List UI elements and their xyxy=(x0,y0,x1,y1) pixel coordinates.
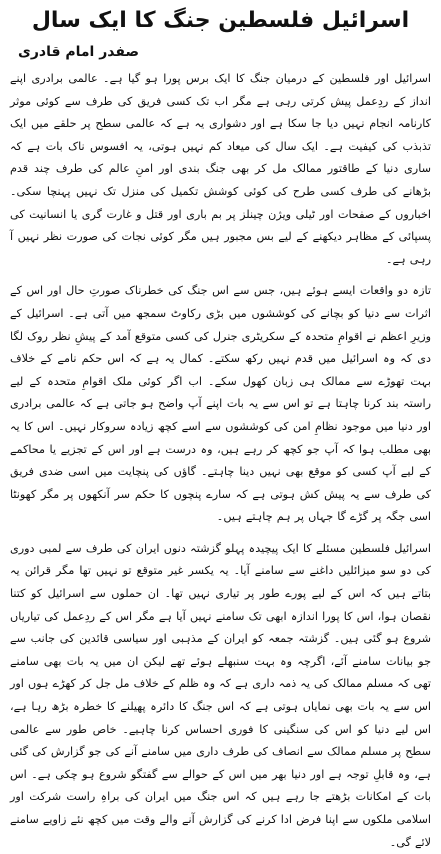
article-paragraph-3: اسرائیل فلسطین مسئلے کا ایک پیچیدہ پہلو گزشتہ دنوں ایران کی طرف سے لمبی دوری کی دو سو میزائلیں داغنے سے سامنے آیا۔ یہ یکسر غیر متوقع تو نہیں تھا مگر قرائن یہ بتاتے ہیں کہ اس کے لیے پورے طور پر تیاری نہیں تھا۔ ان حملوں سے اسرائیل کو کتنا نقصان ہوا، اس کا پورا اندازہ ابھی تک سامنے نہیں آیا ہے مگر اس کے ردِعمل کی تیاریاں شروع ہو گئی ہیں۔ گزشتہ جمعہ کو ایران کے مذہبی اور سیاسی قائدین کی جانب سے جو بیانات سامنے آئے، اگرچہ وہ بہت سنبھلے ہوئے تھے لیکن ان میں یہ بات بھی سامنے تھی کہ مسلم ممالک کی یہ ذمہ داری ہے کہ وہ ظلم کے خلاف مل جل کر کھڑے ہوں اور اس سے یہ بات بھی نمایاں ہوتی ہے کہ اس جنگ کا دائرہ پھیلنے کا خطرہ بڑھ رہا ہے، اس لیے دنیا کو اس کی سنگینی کا فوری احساس کرنا چاہیے۔ خاص طور سے عالمی سطح پر مسلم ممالک سے انصاف کی طرف داری میں سامنے آنے کی جو گزارش کی گئی ہے، وہ قابلِ توجہ ہے اور دنیا بھر میں اس کے حوالے سے گفتگو شروع ہو چکی ہے۔ اس بات کے امکانات بڑھتے جا رہے ہیں کہ اس جنگ میں ایران کی براہِ راست شرکت اور اسلامی ملکوں سے اپنا فرض ادا کرنے کی گزارش آنے والے وقت میں کچھ نئے زاویے سامنے لائے گی۔ xyxy=(10,541,431,849)
article-paragraph-2: تازہ دو واقعات ایسے ہوئے ہیں، جس سے اس جنگ کی خطرناک صورتِ حال اور اس کے اثرات سے دنیا کو بچانے کی کوششوں میں بڑی رکاوٹ سمجھ میں آتی ہے۔ اسرائیل کے وزیرِ اعظم نے اقوامِ متحدہ کے سکریٹری جنرل کی کسی متوقع آمد کے پیشِ نظر روک لگا دی کہ وہ اسرائیل میں قدم نہیں رکھ سکتے۔ کمال یہ ہے کہ اس حکم نامے کے خلاف بہت تھوڑے سے ممالک ہی زبان کھول سکے۔ اب اگر کوئی ملک اقوامِ متحدہ کے لیے راستہ بند کرنا چاہتا ہے تو اس سے یہ بات اپنے آپ واضح ہو جاتی ہے کہ عالمی برادری اور دنیا میں موجود نظامِ امن کی کوششوں سے اسے کچھ زیادہ سروکار نہیں۔ اس کا یہ بھی مطلب ہوا کہ آپ جو کچھ کر رہے ہیں، وہ درست ہے اور اس کے تجزیے یا محاکمے کے لیے آپ کسی کو موقع بھی نہیں دینا چاہتے۔ گاؤں کی پنچایت میں اسی ضدی فریق کی طرف سے یہ پیش کش ہوتی ہے کہ سارے پنچوں کا حکم سر آنکھوں پر مگر کھونٹا اسی جگہ پر گڑے گا جہاں پر ہم چاہتے ہیں۔ xyxy=(10,284,431,524)
article-headline: اسرائیل فلسطین جنگ کا ایک سال xyxy=(31,8,410,33)
article-byline: صفدر امام قادری xyxy=(18,44,139,60)
article-paragraph-1: اسرائیل اور فلسطین کے درمیان جنگ کا ایک برس پورا ہو گیا ہے۔ عالمی برادری اپنے انداز کے ردِعمل پیش کرتی رہی ہے مگر اب تک کسی فریق کی طرف سے کوئی موثر کارنامہ انجام نہیں دیا جا سکا ہے اور دشواری یہ ہے کہ عالمی سطح پر حلقے میں ایک تذبذب کی کیفیت ہے۔ ایک سال کی میعاد کم نہیں ہوتی، یہ افسوس ناک بات ہے کہ ساری دنیا کے طاقتور ممالک مل کر بھی جنگ بندی اور امنِ عالم کی طرف چند قدم بڑھانے کی طرف کسی طرح کی کوئی کوشش تکمیل کی منزل تک نہیں پہنچا سکی۔ اخباروں کے صفحات اور ٹیلی ویژن چینلز پر بم باری اور قتل و غارت گری یا انسانیت کی پسپائی کے مظاہر دیکھنے کے لیے بس مجبور ہیں مگر کوئی نجات کی صورت نظر نہیں آ رہی ہے۔ xyxy=(10,72,431,266)
